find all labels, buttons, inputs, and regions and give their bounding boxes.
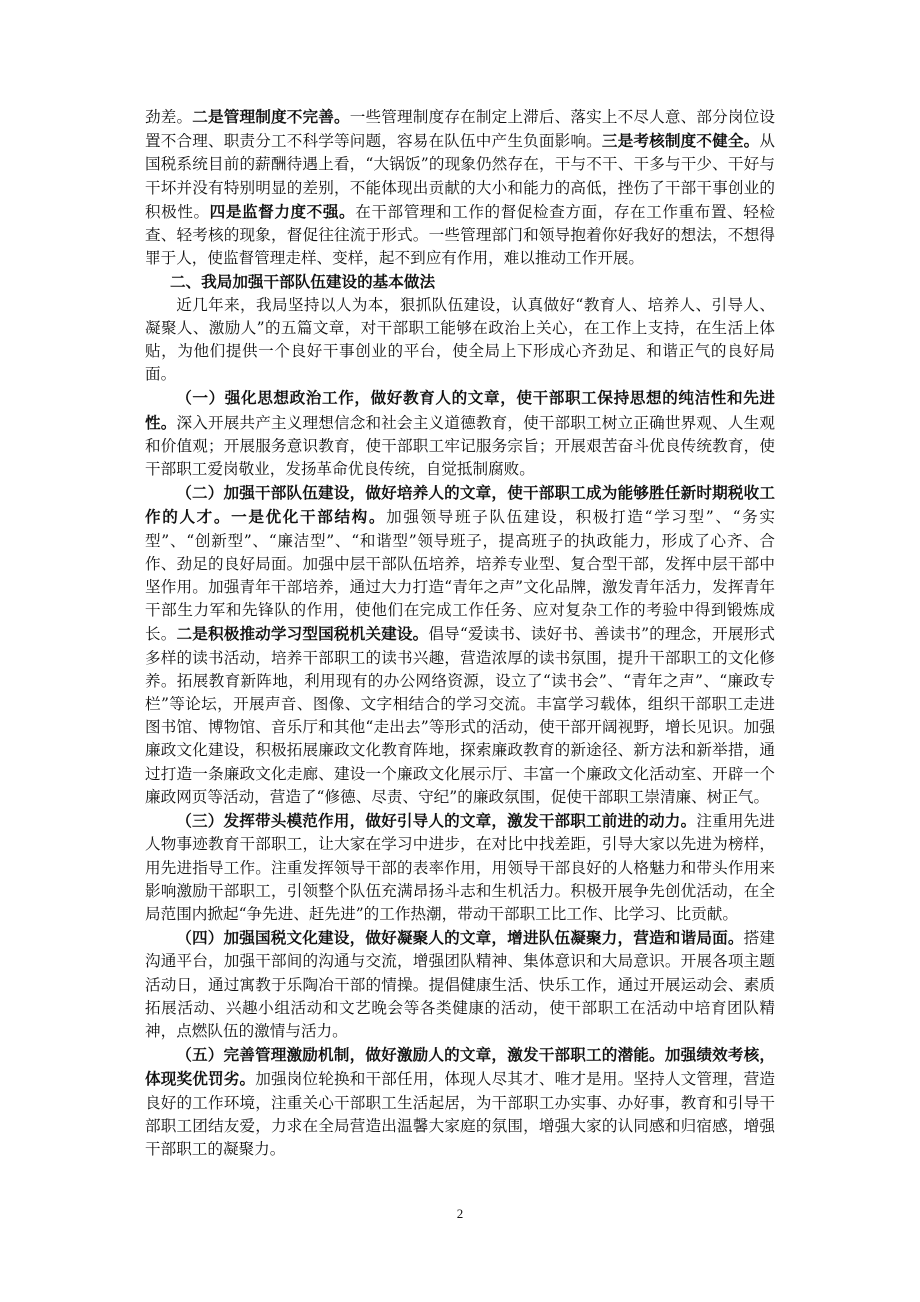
bold-text-run: （四）加强国税文化建设，做好凝聚人的文章，增进队伍凝聚力，营造和谐局面。 [176,928,744,948]
bold-text-run: （五）完善管理激励机制，做好激励人的文章，激发干部职工的潜能。加强绩效考核，体现奖优罚劣。 [145,1045,775,1089]
text-run: 一些管理制度存在制定上滞后、落实上不尽人意、部分岗位设置不合理、职责分工不科学等问题，容易在队伍中产生负面影响。 [145,108,775,151]
bold-text-run: （一）强化思想政治工作，做好教育人的文章，使干部职工保持思想的纯洁性和先进性。 [145,388,775,432]
bold-text-run: （三）发挥带头模范作用，做好引导人的文章，激发干部职工前进的动力。 [176,811,697,831]
text-run: 注重用先进人物事迹教育干部职工，让大家在学习中进步，在对比中找差距，引导大家以先进为榜样，用先进指导工作。注重发挥领导干部的表率作用，用领导干部良好的人格魅力和带头作用来影响激励干部职工，引领整个队伍充满昂扬斗志和生机活力。积极开展争先创优活动，在全局范围内掀起“争先进、赶先进”的工作热潮，带动干部职工比工作、比学习、比贡献。 [145,812,775,923]
body-paragraph [145,386,775,481]
text-run: 倡导“爱读书、读好书、善读书”的理念，开展形式多样的读书活动，培养干部职工的读书兴趣，营造浓厚的读书氛围，提升干部职工的文化修养。拓展教育新阵地，利用现有的办公网络资源，设立了“读书会”、“青年之声”、“廉政专栏”等论坛，开展声音、图像、文字相结合的学习交流。丰富学习载体，组织干部职工走进图书馆、博物馆、音乐厅和其他“走出去”等形式的活动，使干部开阔视野，增长见识。加强廉政文化建设，积极拓展廉政文化教育阵地，探索廉政教育的新途径、新方法和新举措，通过打造一条廉政文化走廊、建设一个廉政文化展示厅、丰富一个廉政文化活动室、开辟一个廉政网页等活动，营造了“修德、尽责、守纪”的廉政氛围，促使干部职工崇清廉、树正气。 [145,625,775,806]
bold-text-run: 四是监督力度不强。 [209,201,356,221]
bold-text-run: 三是考核制度不健全。 [601,131,760,151]
bold-text-run: （二）加强干部队伍建设，做好培养人的文章，使干部职工成为能够胜任新时期税收工作的人才。一是优化干部结构。 [145,483,775,527]
text-run: 搭建沟通平台，加强干部间的沟通与交流，增强团队精神、集体意识和大局意识。开展各项主题活动日，通过寓教于乐陶冶干部的情操。提倡健康生活、快乐工作，通过开展运动会、素质拓展活动、兴趣小组活动和文艺晚会等各类健康的活动，使干部职工在活动中培育团队精神，点燃队伍的激情与活力。 [145,929,775,1040]
bold-text-run: 二是管理制度不完善。 [192,107,350,126]
page-number: 2 [456,1206,464,1221]
body-paragraph [145,105,775,270]
text-run: 近几年来，我局坚持以人为本，狠抓队伍建设，认真做好“教育人、培养人、引导人、凝聚人、激励人”的五篇文章，对干部职工能够在政治上关心，在工作上支持，在生活上体贴，为他们提供一个良好干事创业的平台，使全局上下形成心齐劲足、和谐正气的良好局面。 [145,295,775,384]
text-run: 深入开展共产主义理想信念和社会主义道德教育，使干部职工树立正确世界观、人生观和价值观；开展服务意识教育，使干部职工牢记服务宗旨；开展艰苦奋斗优良传统教育，使干部职工爱岗敬业，发扬革命优良传统，自觉抵制腐败。 [145,413,775,479]
document-body [145,105,775,1161]
body-paragraph [145,294,775,387]
body-paragraph [145,809,775,926]
body-paragraph [145,481,775,809]
section-heading [145,270,775,293]
text-run: 在干部管理和工作的督促检查方面，存在工作重布置、轻检查、轻考核的现象，督促往往流于形式。一些管理部门和领导抱着你好我好的想法，不想得罪于人，使监督管理走样、变样，起不到应有作用，难以推动工作开展。 [145,202,775,268]
body-paragraph [145,1043,775,1161]
bold-text-run: 二、我局加强干部队伍建设的基本做法 [169,272,436,292]
text-run: 劲差。 [145,108,193,126]
text-run: 加强领导班子队伍建设，积极打造“学习型”、“务实型”、“创新型”、“廉洁型”、“和谐型”领导班子，提高班子的执政能力，形成了心齐、合作、劲足的良好局面。加强中层干部队伍培养，培养专业型、复合型干部，发挥中层干部中坚作用。加强青年干部培养，通过大力打造“青年之声”文化品牌，激发青年活力，发挥青年干部生力军和先锋队的作用，使他们在完成工作任务、应对复杂工作的考验中得到锻炼成长。 [145,508,775,644]
bold-text-run: 二是积极推动学习型国税机关建设。 [176,624,429,644]
body-paragraph [145,926,775,1043]
text-run: 从国税系统目前的薪酬待遇上看，“大锅饭”的现象仍然存在，干与不干、干多与干少、干好与干坏并没有特别明显的差别，不能体现出贡献的大小和能力的高低，挫伤了干部干事创业的积极性。 [145,132,775,221]
text-run: 加强岗位轮换和干部任用，体现人尽其才、唯才是用。坚持人文管理，营造良好的工作环境，注重关心干部职工生活起居，为干部职工办实事、办好事，教育和引导干部职工团结友爱，力求在全局营造出温馨大家庭的氛围，增强大家的认同感和归宿感，增强干部职工的凝聚力。 [145,1070,775,1158]
